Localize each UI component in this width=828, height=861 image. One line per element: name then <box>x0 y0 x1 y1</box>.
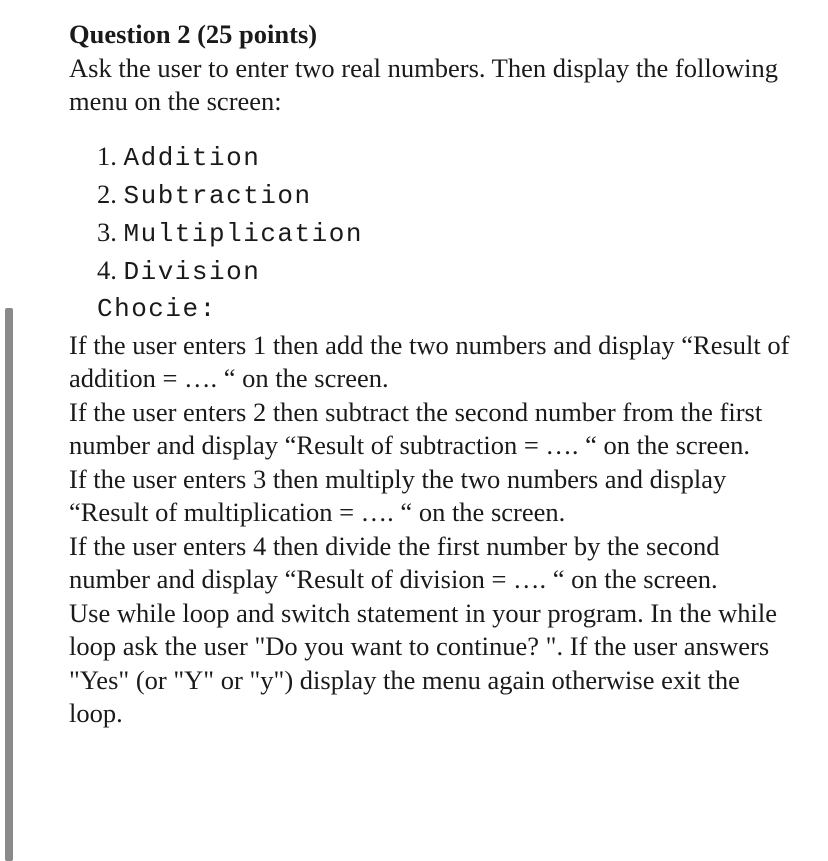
menu-item-label: Multiplication <box>123 218 363 249</box>
instruction-multiplication: If the user enters 3 then multiply the two numbers and display “Result of multiplication = …. “ on the screen. <box>69 463 727 527</box>
left-margin-bar <box>5 308 13 861</box>
menu-item <box>97 213 799 251</box>
instruction-loop: Use while loop and switch statement in your program. In the while loop ask the user "Do you want to continue? ". If the user answers "Yes" (or "Y" or "y") display the menu again otherwise exit the loop. <box>69 597 777 728</box>
question-title: Question 2 (25 points) <box>69 19 318 49</box>
menu-item-number: 4. <box>97 254 117 285</box>
menu-item <box>97 137 799 175</box>
question-intro: Ask the user to enter two real numbers. Then display the following menu on the screen: <box>69 52 778 116</box>
question-document <box>69 18 799 731</box>
menu-item-label: Division <box>123 256 261 287</box>
menu-list <box>69 137 799 289</box>
menu-item-number: 1. <box>97 140 117 171</box>
choice-prompt: Chocie: <box>97 293 217 324</box>
menu-item-label: Subtraction <box>123 180 312 211</box>
menu-item-number: 2. <box>97 178 117 209</box>
instruction-addition: If the user enters 1 then add the two numbers and display “Result of addition = …. “ on the screen. <box>69 329 790 393</box>
instruction-subtraction: If the user enters 2 then subtract the second number from the first number and display “Result of subtraction = …. “ on the screen. <box>69 396 763 460</box>
menu-item <box>97 251 799 289</box>
menu-item <box>97 175 799 213</box>
menu-item-label: Addition <box>123 142 261 173</box>
instruction-division: If the user enters 4 then divide the first number by the second number and display “Result of division = …. “ on the screen. <box>69 530 720 594</box>
menu-item-number: 3. <box>97 216 117 247</box>
